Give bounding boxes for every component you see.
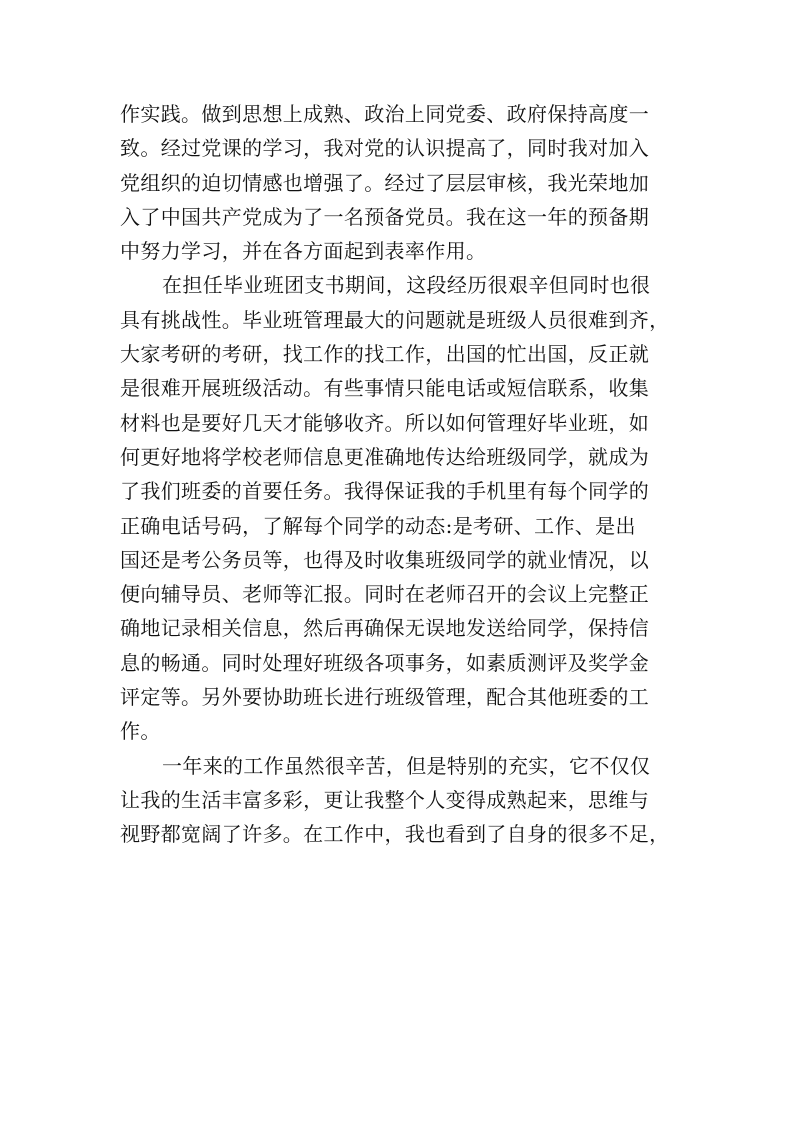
text-line: 作。: [120, 719, 161, 744]
text-line: 党组织的迫切情感也增强了。经过了层层审核，我光荣地加: [120, 170, 650, 195]
text-line: 视野都宽阔了许多。在工作中，我也看到了自身的很多不足，: [120, 822, 670, 847]
text-line: 评定等。另外要协助班长进行班级管理，配合其他班委的工: [120, 685, 650, 710]
text-line: 国还是考公务员等，也得及时收集班级同学的就业情况，以: [120, 547, 650, 572]
document-body: [120, 97, 672, 852]
text-line: 息的畅通。同时处理好班级各项事务，如素质测评及奖学金: [120, 650, 650, 675]
text-line: 确地记录相关信息，然后再确保无误地发送给同学，保持信: [120, 616, 650, 641]
text-line: 材料也是要好几天才能够收齐。所以如何管理好毕业班，如: [120, 410, 650, 435]
paragraph-start-line: 一年来的工作虽然很辛苦，但是特别的充实，它不仅仅: [162, 753, 651, 778]
text-line: 便向辅导员、老师等汇报。同时在老师召开的会议上完整正: [120, 582, 650, 607]
text-line: 入了中国共产党成为了一名预备党员。我在这一年的预备期: [120, 204, 650, 229]
text-line: 具有挑战性。毕业班管理最大的问题就是班级人员很难到齐，: [120, 307, 670, 332]
text-line: 是很难开展班级活动。有些事情只能电话或短信联系，收集: [120, 376, 650, 401]
text-line: 何更好地将学校老师信息更准确地传达给班级同学，就成为: [120, 444, 650, 469]
paragraph-start-line: 在担任毕业班团支书期间，这段经历很艰辛但同时也很: [162, 273, 651, 298]
text-line: 了我们班委的首要任务。我得保证我的手机里有每个同学的: [120, 479, 650, 504]
text-line: 大家考研的考研，找工作的找工作，出国的忙出国，反正就: [120, 342, 650, 367]
text-line: 让我的生活丰富多彩，更让我整个人变得成熟起来，思维与: [120, 787, 650, 812]
text-line: 正确电话号码，了解每个同学的动态:是考研、工作、是出: [120, 513, 636, 538]
text-line: 作实践。做到思想上成熟、政治上同党委、政府保持高度一: [120, 102, 650, 126]
text-line: 中努力学习，并在各方面起到表率作用。: [120, 239, 487, 264]
text-line: 致。经过党课的学习，我对党的认识提高了，同时我对加入: [120, 136, 650, 161]
